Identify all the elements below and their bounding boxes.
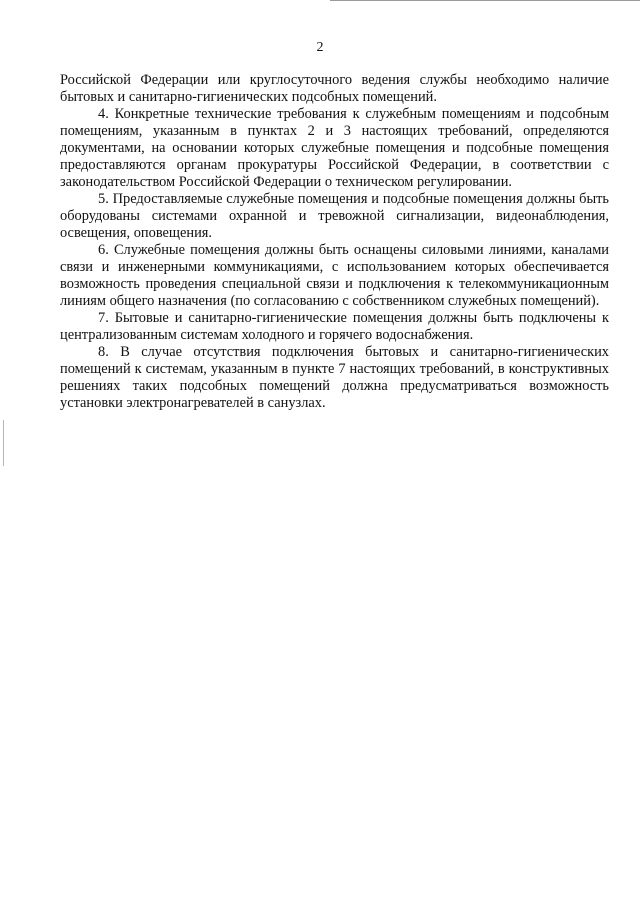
paragraph-continuation: Российской Федерации или круглосуточного ведения службы необходимо наличие бытовых и санитарно-гигиенических подсобных помещений. [60,72,609,105]
paragraph-item-7: 7. Бытовые и санитарно-гигиенические помещения должны быть подключены к централизованным системам холодного и горячего водоснабжения. [60,310,609,343]
page-number: 2 [316,40,324,55]
paragraph-item-5: 5. Предоставляемые служебные помещения и подсобные помещения должны быть оборудованы системами охранной и тревожной сигнализации, видеонаблюдения, освещения, оповещения. [60,191,609,241]
paragraph-item-8: 8. В случае отсутствия подключения бытовых и санитарно-гигиенических помещений к системам, указанным в пункте 7 настоящих требований, в конструктивных решениях таких подсобных помещений должна предусматриваться возможность установки электронагревателей в санузлах. [60,344,609,411]
paragraph-item-6: 6. Служебные помещения должны быть оснащены силовыми линиями, каналами связи и инженерными коммуникациями, с использованием которых обеспечивается возможность проведения специальной связи и подключения к телекоммуникационным линиям общего назначения (по согласованию с собственником служебных помещений). [60,242,609,309]
document-body [60,72,609,412]
scan-margin-mark [3,420,4,466]
scan-edge-line [330,0,640,1]
paragraph-item-4: 4. Конкретные технические требования к служебным помещениям и подсобным помещениям, указанным в пунктах 2 и 3 настоящих требований, определяются документами, на основании которых служебные помещения и подсобные помещения предоставляются органам прокуратуры Российской Федерации, в соответствии с законодательством Российской Федерации о техническом регулировании. [60,106,609,190]
